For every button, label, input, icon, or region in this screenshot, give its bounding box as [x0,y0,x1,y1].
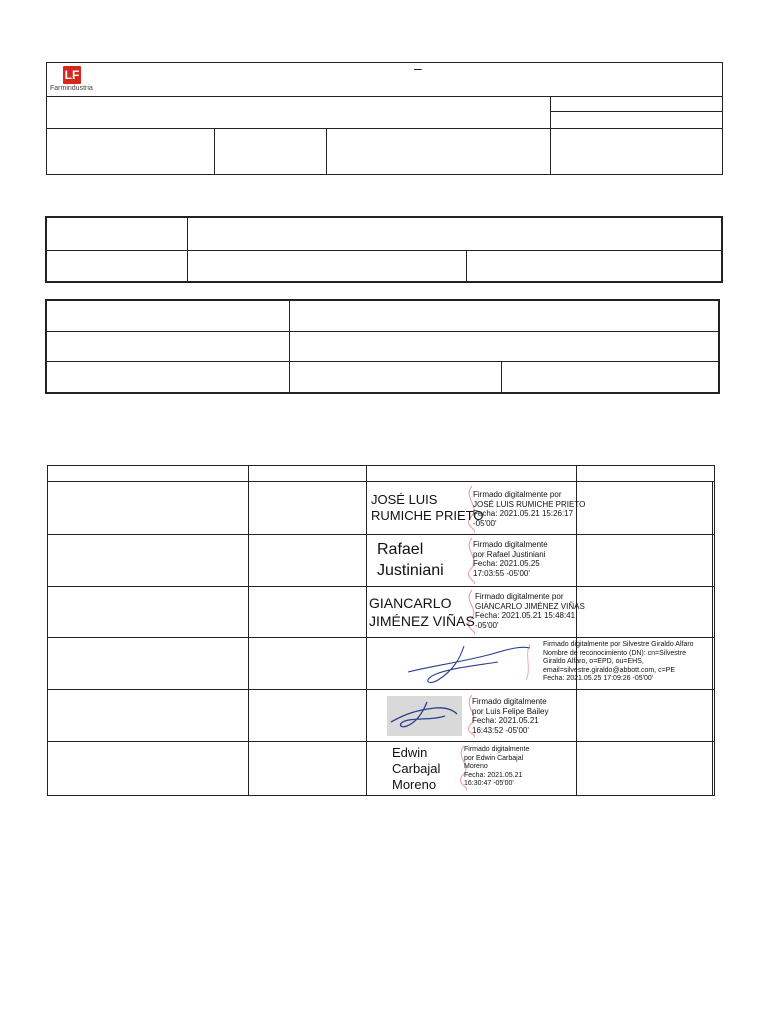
company-name: Farmindustria [50,85,93,92]
info-table-2-row-divider-1 [45,331,720,332]
header-col-divider-b [214,128,215,175]
signature-5-details: Firmado digitalmente por Luis Felipe Bailey Fecha: 2021.05.21 16:43:52 -05'00' [472,697,549,735]
signature-header-divider [47,481,715,482]
info-table-2-col-a [289,299,290,394]
header-table [46,62,723,175]
signature-3-details: Firmado digitalmente por GIANCARLO JIMÉNEZ VIÑAS Fecha: 2021.05.21 15:48:41 -05'00' [475,592,585,630]
signature-row-divider-4 [47,689,715,690]
signature-6-details: Firmado digitalmente por Edwin Carbajal Moreno Fecha: 2021.05.21 16:30:47 -05'00' [464,746,530,787]
handwritten-signature-5 [387,696,462,736]
info-table-2-row-divider-2 [45,361,720,362]
header-right-divider-a [550,111,723,112]
signature-col-b [366,465,367,796]
header-col-divider-a [550,96,551,175]
signature-col-a [248,465,249,796]
header-row-divider-2 [46,128,723,129]
info-table-1-col-b [466,250,467,283]
signature-row-divider-2 [47,586,715,587]
signature-3-name: GIANCARLO JIMÉNEZ VIÑAS [369,595,475,629]
signature-row-divider-5 [47,741,715,742]
signature-5-image [387,696,462,736]
signature-6-name: Edwin Carbajal Moreno [392,745,441,792]
signature-4-details: Firmado digitalmente por Silvestre Giraldo Alfaro Nombre de reconocimiento (DN): cn=Silvestre Giraldo Alfaro, o=EPD, ou=EHS, email=silvestre.giraldo@abbott.com, c=PE Fecha: 2021.05.25 17:09:26 -05'00' [543,641,694,682]
company-logo: LF [64,68,80,82]
header-col-divider-c [326,128,327,175]
info-table-1-col-a [187,216,188,283]
header-row-divider-1 [46,96,723,97]
info-table-1-row-divider [45,250,723,251]
info-table-2-col-b [501,361,502,394]
signature-1-name: JOSÉ LUIS RUMICHE PRIETO [371,492,484,523]
title-dash: – [414,60,422,76]
signature-2-name: Rafael Justiniani [377,541,444,579]
signature-row-divider-1 [47,534,715,535]
signature-2-details: Firmado digitalmente por Rafael Justiniani Fecha: 2021.05.25 17:03:55 -05'00' [473,540,548,578]
signature-row-divider-3 [47,637,715,638]
info-table-2 [45,299,720,394]
signature-1-details: Firmado digitalmente por JOSÉ LUIS RUMICHE PRIETO Fecha: 2021.05.21 15:26:17 -05'00' [473,490,586,528]
signature-table-right-shadow [712,481,713,796]
